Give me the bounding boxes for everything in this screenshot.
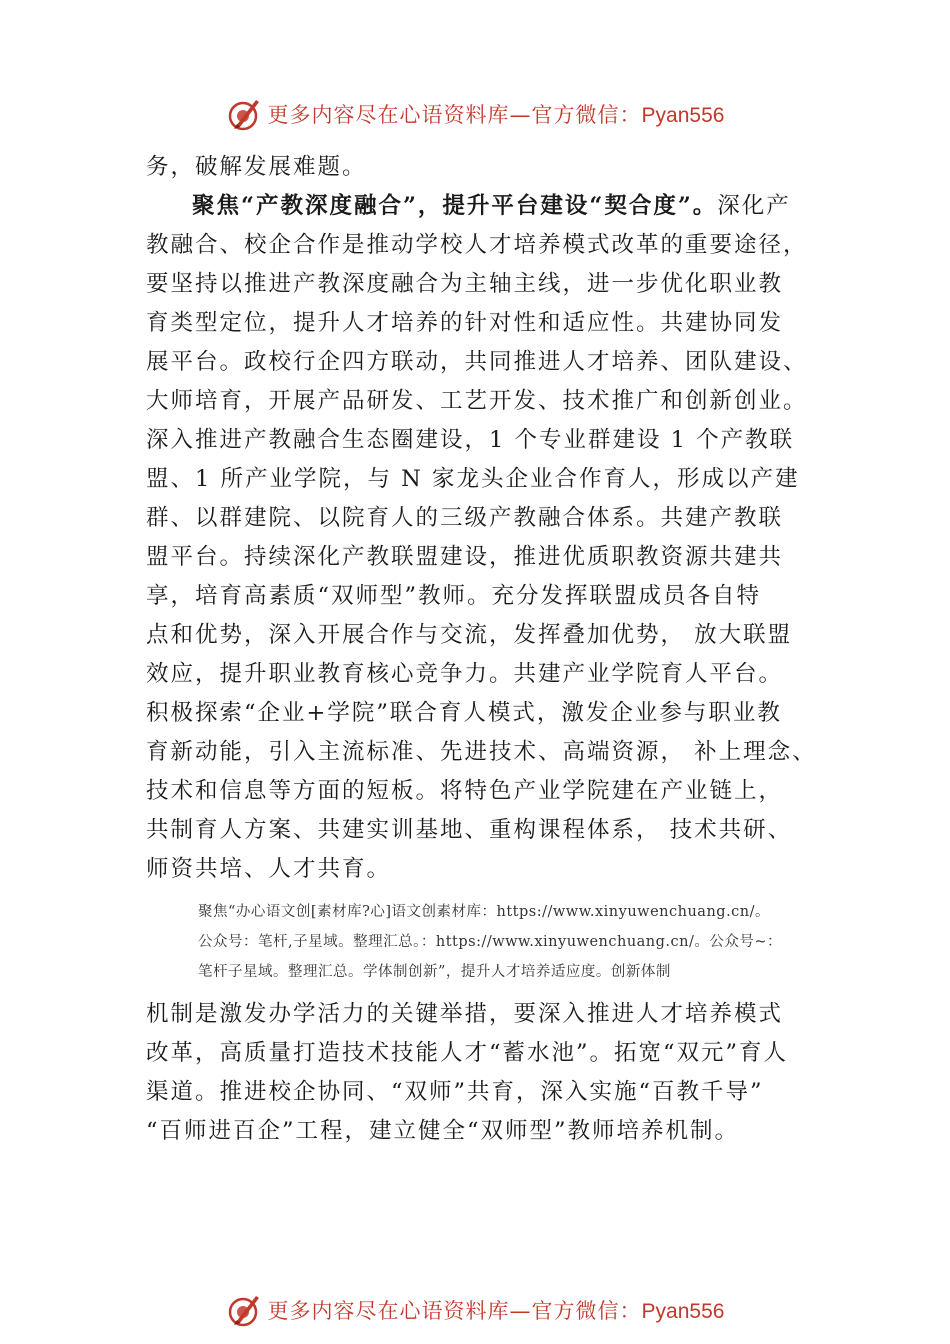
paragraph-line: 积极探索“企业+学院”联合育人模式，激发企业参与职业教 [146,700,782,726]
banner-text: 更多内容尽在心语资料库—官方微信：Pyan556 [267,1299,725,1323]
section-heading-line [146,187,826,226]
section-heading: 聚焦“产教深度融合”，提升平台建设“契合度”。 [192,193,718,219]
paragraph-line: 技术和信息等方面的短板。将特色产业学院建在产业链上， [146,778,784,804]
paragraph-line: 师资共培、人才共育。 [146,856,392,882]
paragraph-line: 群、以群建院、以院育人的三级产教融合体系。共建产教联 [146,505,784,531]
wechat-id: Pyan556 [641,1300,725,1323]
banner-text: 更多内容尽在心语资料库—官方微信：Pyan556 [267,103,725,127]
paragraph-line: 要坚持以推进产教深度融合为主轴主线，进一步优化职业教 [146,271,784,297]
paragraph-line: 展平台。政校行企四方联动，共同推进人才培养、团队建设、 [146,349,808,375]
wechat-id: Pyan556 [641,104,725,127]
paragraph-line: 共制育人方案、共建实训基地、重构课程体系， 技术共研、 [146,817,793,843]
watermark-line: 聚焦“办心语文创[素材库?心]语文创素材库：https://www.xinyuwenchuang.cn/。 [198,904,771,920]
paragraph-line: 盟、1 所产业学院，与 N 家龙头企业合作育人，形成以产建 [146,466,800,492]
document-body [146,148,826,1151]
paragraph-line: 育类型定位，提升人才培养的针对性和适应性。共建协同发 [146,310,784,336]
paragraph-line: “百师进百企”工程，建立健全“双师型”教师培养机制。 [146,1118,740,1144]
brush-logo-icon [226,96,262,132]
watermark-line: 公众号：笔杆,子星域。整理汇总。：https://www.xinyuwenchuang.cn/。公众号~： [198,934,783,950]
watermark-line: 笔杆子星域。整理汇总。学体制创新”，提升人才培养适应度。创新体制 [198,964,671,980]
paragraph-line: 改革，高质量打造技术技能人才“蓄水池”。拓宽“双元”育人 [146,1040,789,1066]
paragraph-line: 享，培育高素质“双师型”教师。充分发挥联盟成员各自特 [146,583,762,609]
footer-banner [0,1290,950,1330]
paragraph-line: 效应，提升职业教育核心竞争力。共建产业学院育人平台。 [146,661,784,687]
paragraph-line: 育新动能，引入主流标准、先进技术、高端资源， 补上理念、 [146,739,817,765]
paragraph-line: 教融合、校企合作是推动学校人才培养模式改革的重要途径， [146,232,808,258]
paragraph-line: 机制是激发办学活力的关键举措，要深入推进人才培养模式 [146,1001,784,1027]
header-banner [0,94,950,134]
paragraph-line: 渠道。推进校企协同、“双师”共育，深入实施“百教千导” [146,1079,764,1105]
paragraph-line: 点和优势，深入开展合作与交流，发挥叠加优势， 放大联盟 [146,622,793,648]
paragraph-line: 大师培育，开展产品研发、工艺开发、技术推广和创新创业。 [146,388,808,414]
brush-logo-icon [226,1292,262,1328]
paragraph-line: 盟平台。持续深化产教联盟建设，推进优质职教资源共建共 [146,544,784,570]
heading-continuation: 深化产 [717,193,791,219]
paragraph-line: 深入推进产教融合生态圈建设，1 个专业群建设 1 个产教联 [146,427,795,453]
paragraph-line: 务，破解发展难题。 [146,154,367,180]
